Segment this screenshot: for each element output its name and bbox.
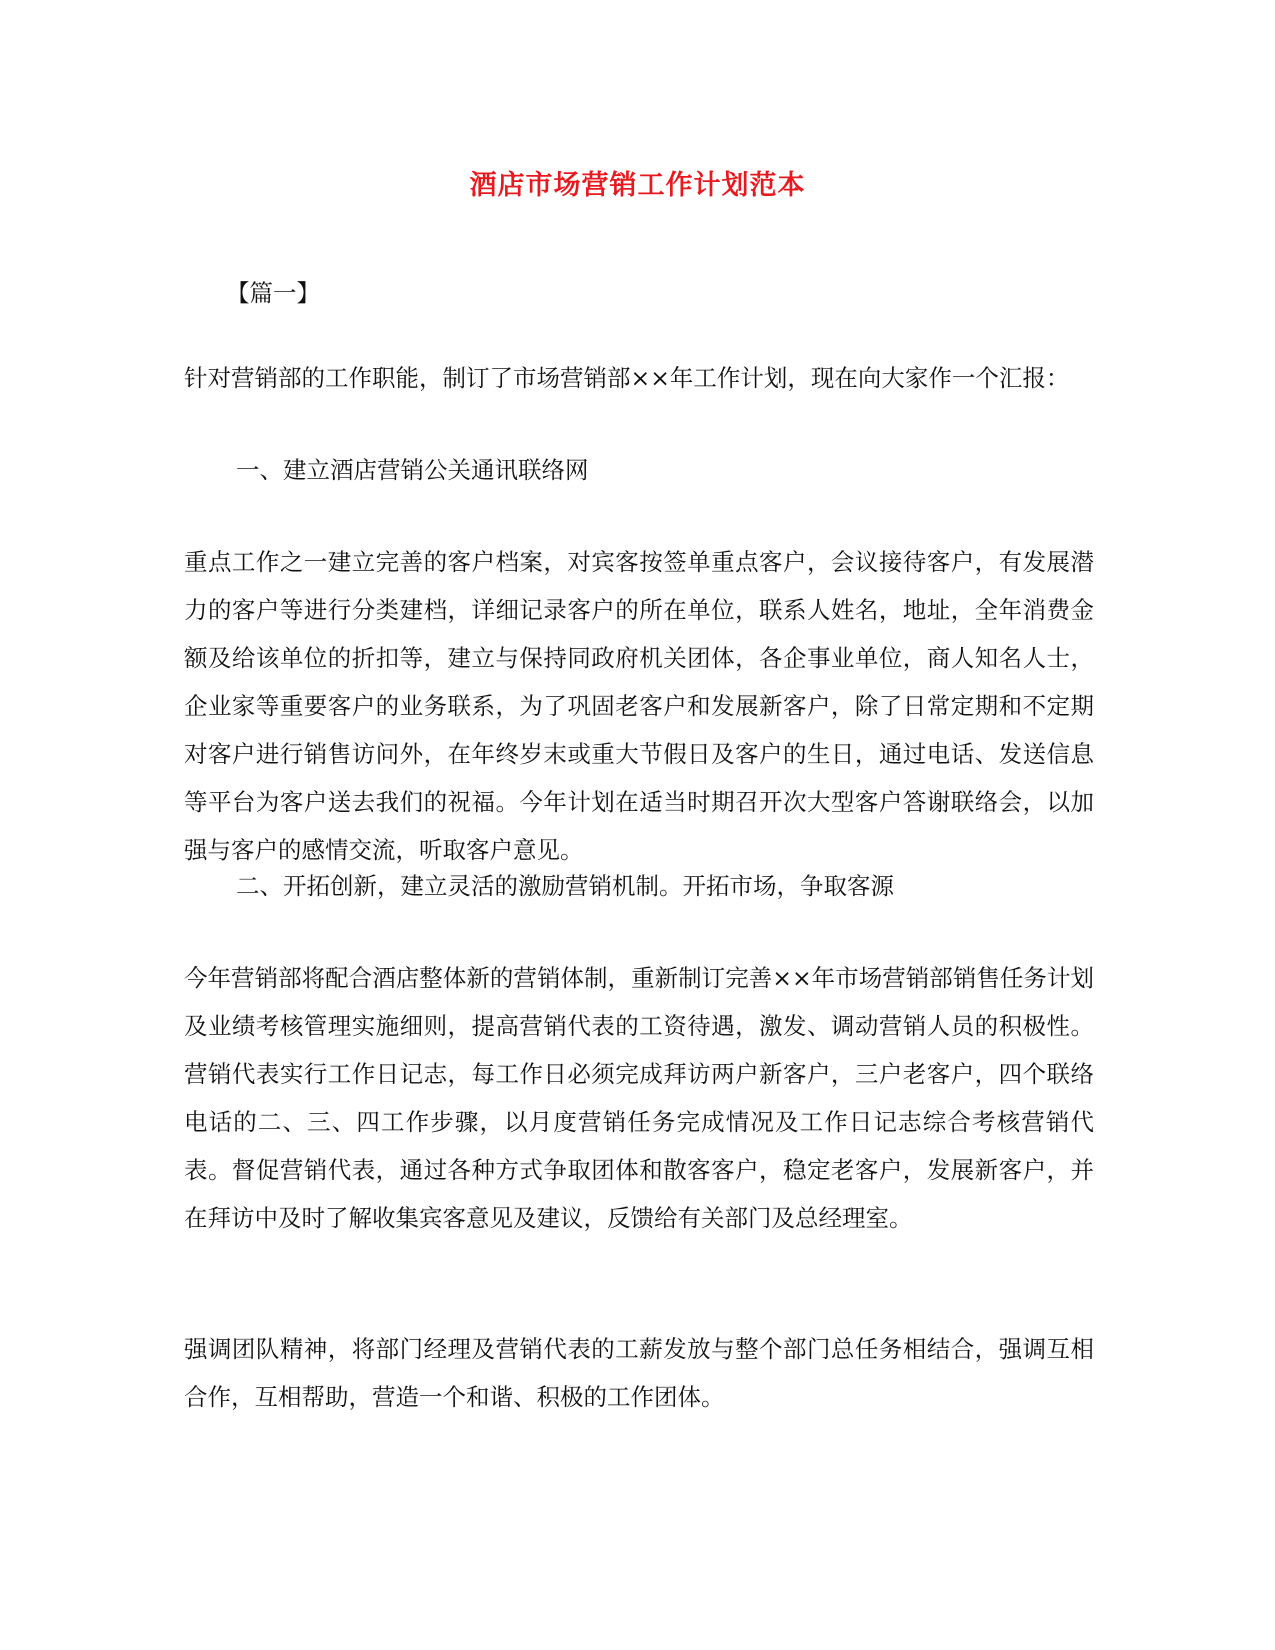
section-heading-1: 一、建立酒店营销公关通讯联络网 — [236, 456, 589, 484]
section-heading-2: 二、开拓创新，建立灵活的激励营销机制。开拓市场，争取客源 — [236, 872, 894, 900]
intro-paragraph: 针对营销部的工作职能，制订了市场营销部××年工作计划，现在向大家作一个汇报： — [184, 364, 1070, 392]
body-paragraph-3: 强调团队精神，将部门经理及营销代表的工薪发放与整个部门总任务相结合，强调互相合作，互相帮助，营造一个和谐、积极的工作团体。 — [184, 1335, 1094, 1411]
body-paragraph-2: 今年营销部将配合酒店整体新的营销体制，重新制订完善××年市场营销部销售任务计划及业绩考核管理实施细则，提高营销代表的工资待遇，激发、调动营销人员的积极性。营销代表实行工作日记志，每工作日必须完成拜访两户新客户，三户老客户，四个联络电话的二、三、四工作步骤，以月度营销任务完成情况及工作日记志综合考核营销代表。督促营销代表，通过各种方式争取团体和散客客户，稳定老客户，发展新客户，并在拜访中及时了解收集宾客意见及建议，反馈给有关部门及总经理室。 — [184, 964, 1094, 1232]
body-paragraph-1: 重点工作之一建立完善的客户档案，对宾客按签单重点客户，会议接待客户，有发展潜力的客户等进行分类建档，详细记录客户的所在单位，联系人姓名，地址，全年消费金额及给该单位的折扣等，建立与保持同政府机关团体，各企事业单位，商人知名人士，企业家等重要客户的业务联系，为了巩固老客户和发展新客户，除了日常定期和不定期对客户进行销售访问外，在年终岁末或重大节假日及客户的生日，通过电话、发送信息等平台为客户送去我们的祝福。今年计划在适当时期召开次大型客户答谢联络会，以加强与客户的感情交流，听取客户意见。 — [184, 548, 1094, 864]
section-label: 【篇一】 — [226, 279, 320, 307]
page-title: 酒店市场营销工作计划范本 — [469, 170, 806, 201]
